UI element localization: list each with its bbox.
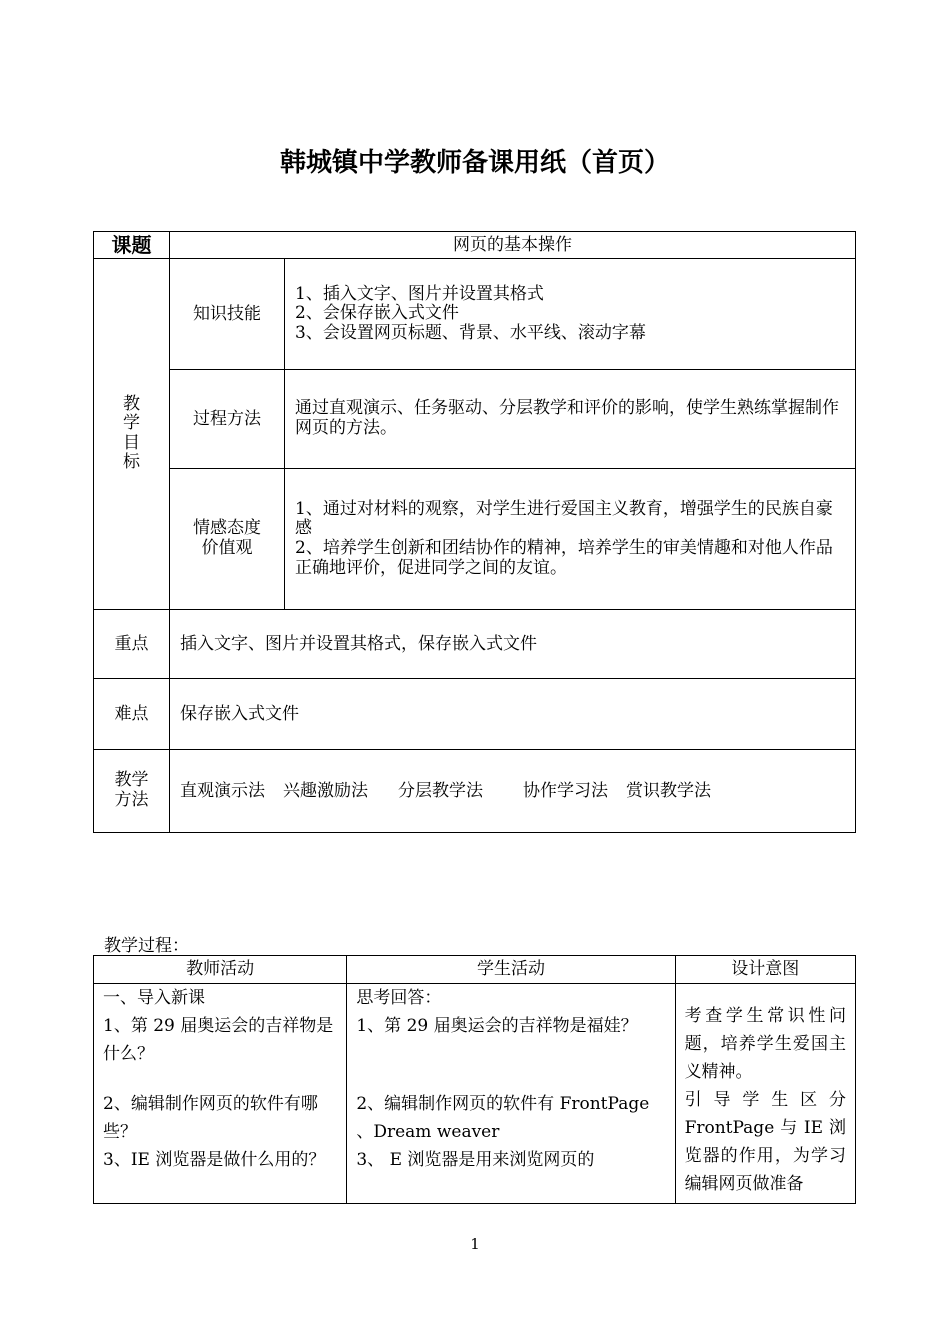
- method-content: [170, 750, 856, 833]
- attitude-label: 情感态度 价值观: [170, 469, 285, 610]
- process-header-row: [94, 956, 856, 984]
- header-student: 学生活动: [347, 956, 675, 984]
- student-item: 2、编辑制作网页的软件有 FrontPage 、Dream weaver: [356, 1094, 650, 1142]
- student-item: 3、 E 浏览器是用来浏览网页的: [356, 1150, 595, 1170]
- key-point-content: 插入文字、图片并设置其格式，保存嵌入式文件: [170, 610, 856, 679]
- page-number: 1: [470, 1235, 480, 1253]
- process-section-label: 教学过程：: [104, 936, 189, 956]
- lesson-plan-table: [93, 231, 856, 833]
- knowledge-content: [285, 259, 856, 370]
- intent-item: 考查学生常识性问题，培养学生爱国主义精神。: [684, 1006, 846, 1082]
- knowledge-label: 知识技能: [170, 259, 285, 370]
- method-item: 直观演示法: [180, 780, 265, 801]
- method-item: 赏识教学法: [626, 780, 711, 801]
- teacher-item: 2、编辑制作网页的软件有哪些？: [103, 1094, 318, 1142]
- knowledge-item: 3、会设置网页标题、背景、水平线、滚动字幕: [295, 322, 646, 343]
- method-item: 兴趣激励法: [283, 780, 368, 801]
- header-intent: 设计意图: [675, 956, 855, 984]
- process-method-row: [94, 370, 856, 469]
- process-method-content: 通过直观演示、任务驱动、分层教学和评价的影响，使学生熟练掌握制作网页的方法。: [285, 370, 856, 469]
- student-activity: [347, 984, 675, 1204]
- knowledge-item: 1、插入文字、图片并设置其格式: [295, 283, 544, 304]
- intent-item: 引导学生区分 FrontPage 与 IE 浏览器的作用，为学习编辑网页做准备: [684, 1090, 846, 1194]
- method-item: 分层教学法: [398, 780, 483, 801]
- topic-value: 网页的基本操作: [170, 232, 856, 259]
- difficulty-label: 难点: [94, 679, 170, 750]
- teacher-item: 一、导入新课: [103, 988, 205, 1008]
- knowledge-item: 2、会保存嵌入式文件: [295, 303, 459, 324]
- student-item: 1、第 29 届奥运会的吉祥物是福娃？: [356, 1016, 638, 1036]
- attitude-item: 1、通过对材料的观察，对学生进行爱国主义教育，增强学生的民族自豪感: [295, 498, 833, 539]
- process-row: [94, 984, 856, 1204]
- teaching-process-table: [93, 955, 856, 1204]
- page-title: 韩城镇中学教师备课用纸（首页）: [279, 148, 670, 178]
- method-label: 教学 方法: [94, 750, 170, 833]
- topic-row: [94, 232, 856, 259]
- key-point-row: [94, 610, 856, 679]
- teacher-activity: [94, 984, 347, 1204]
- method-item: 协作学习法: [523, 780, 608, 801]
- attitude-row: [94, 469, 856, 610]
- objectives-label: 教 学 目 标: [94, 259, 170, 610]
- knowledge-row: [94, 259, 856, 370]
- student-item: 思考回答：: [356, 988, 442, 1008]
- key-point-label: 重点: [94, 610, 170, 679]
- design-intent: [675, 984, 855, 1204]
- difficulty-content: 保存嵌入式文件: [170, 679, 856, 750]
- method-row: [94, 750, 856, 833]
- teacher-item: 3、IE 浏览器是做什么用的？: [103, 1150, 326, 1170]
- attitude-content: [285, 469, 856, 610]
- teacher-item: 1、第 29 届奥运会的吉祥物是什么？: [103, 1016, 334, 1064]
- attitude-item: 2、培养学生创新和团结协作的精神，培养学生的审美情趣和对他人作品正确地评价，促进同学之间的友谊。: [295, 538, 833, 578]
- process-method-label: 过程方法: [170, 370, 285, 469]
- topic-label: 课题: [94, 232, 170, 259]
- difficulty-row: [94, 679, 856, 750]
- header-teacher: 教师活动: [94, 956, 347, 984]
